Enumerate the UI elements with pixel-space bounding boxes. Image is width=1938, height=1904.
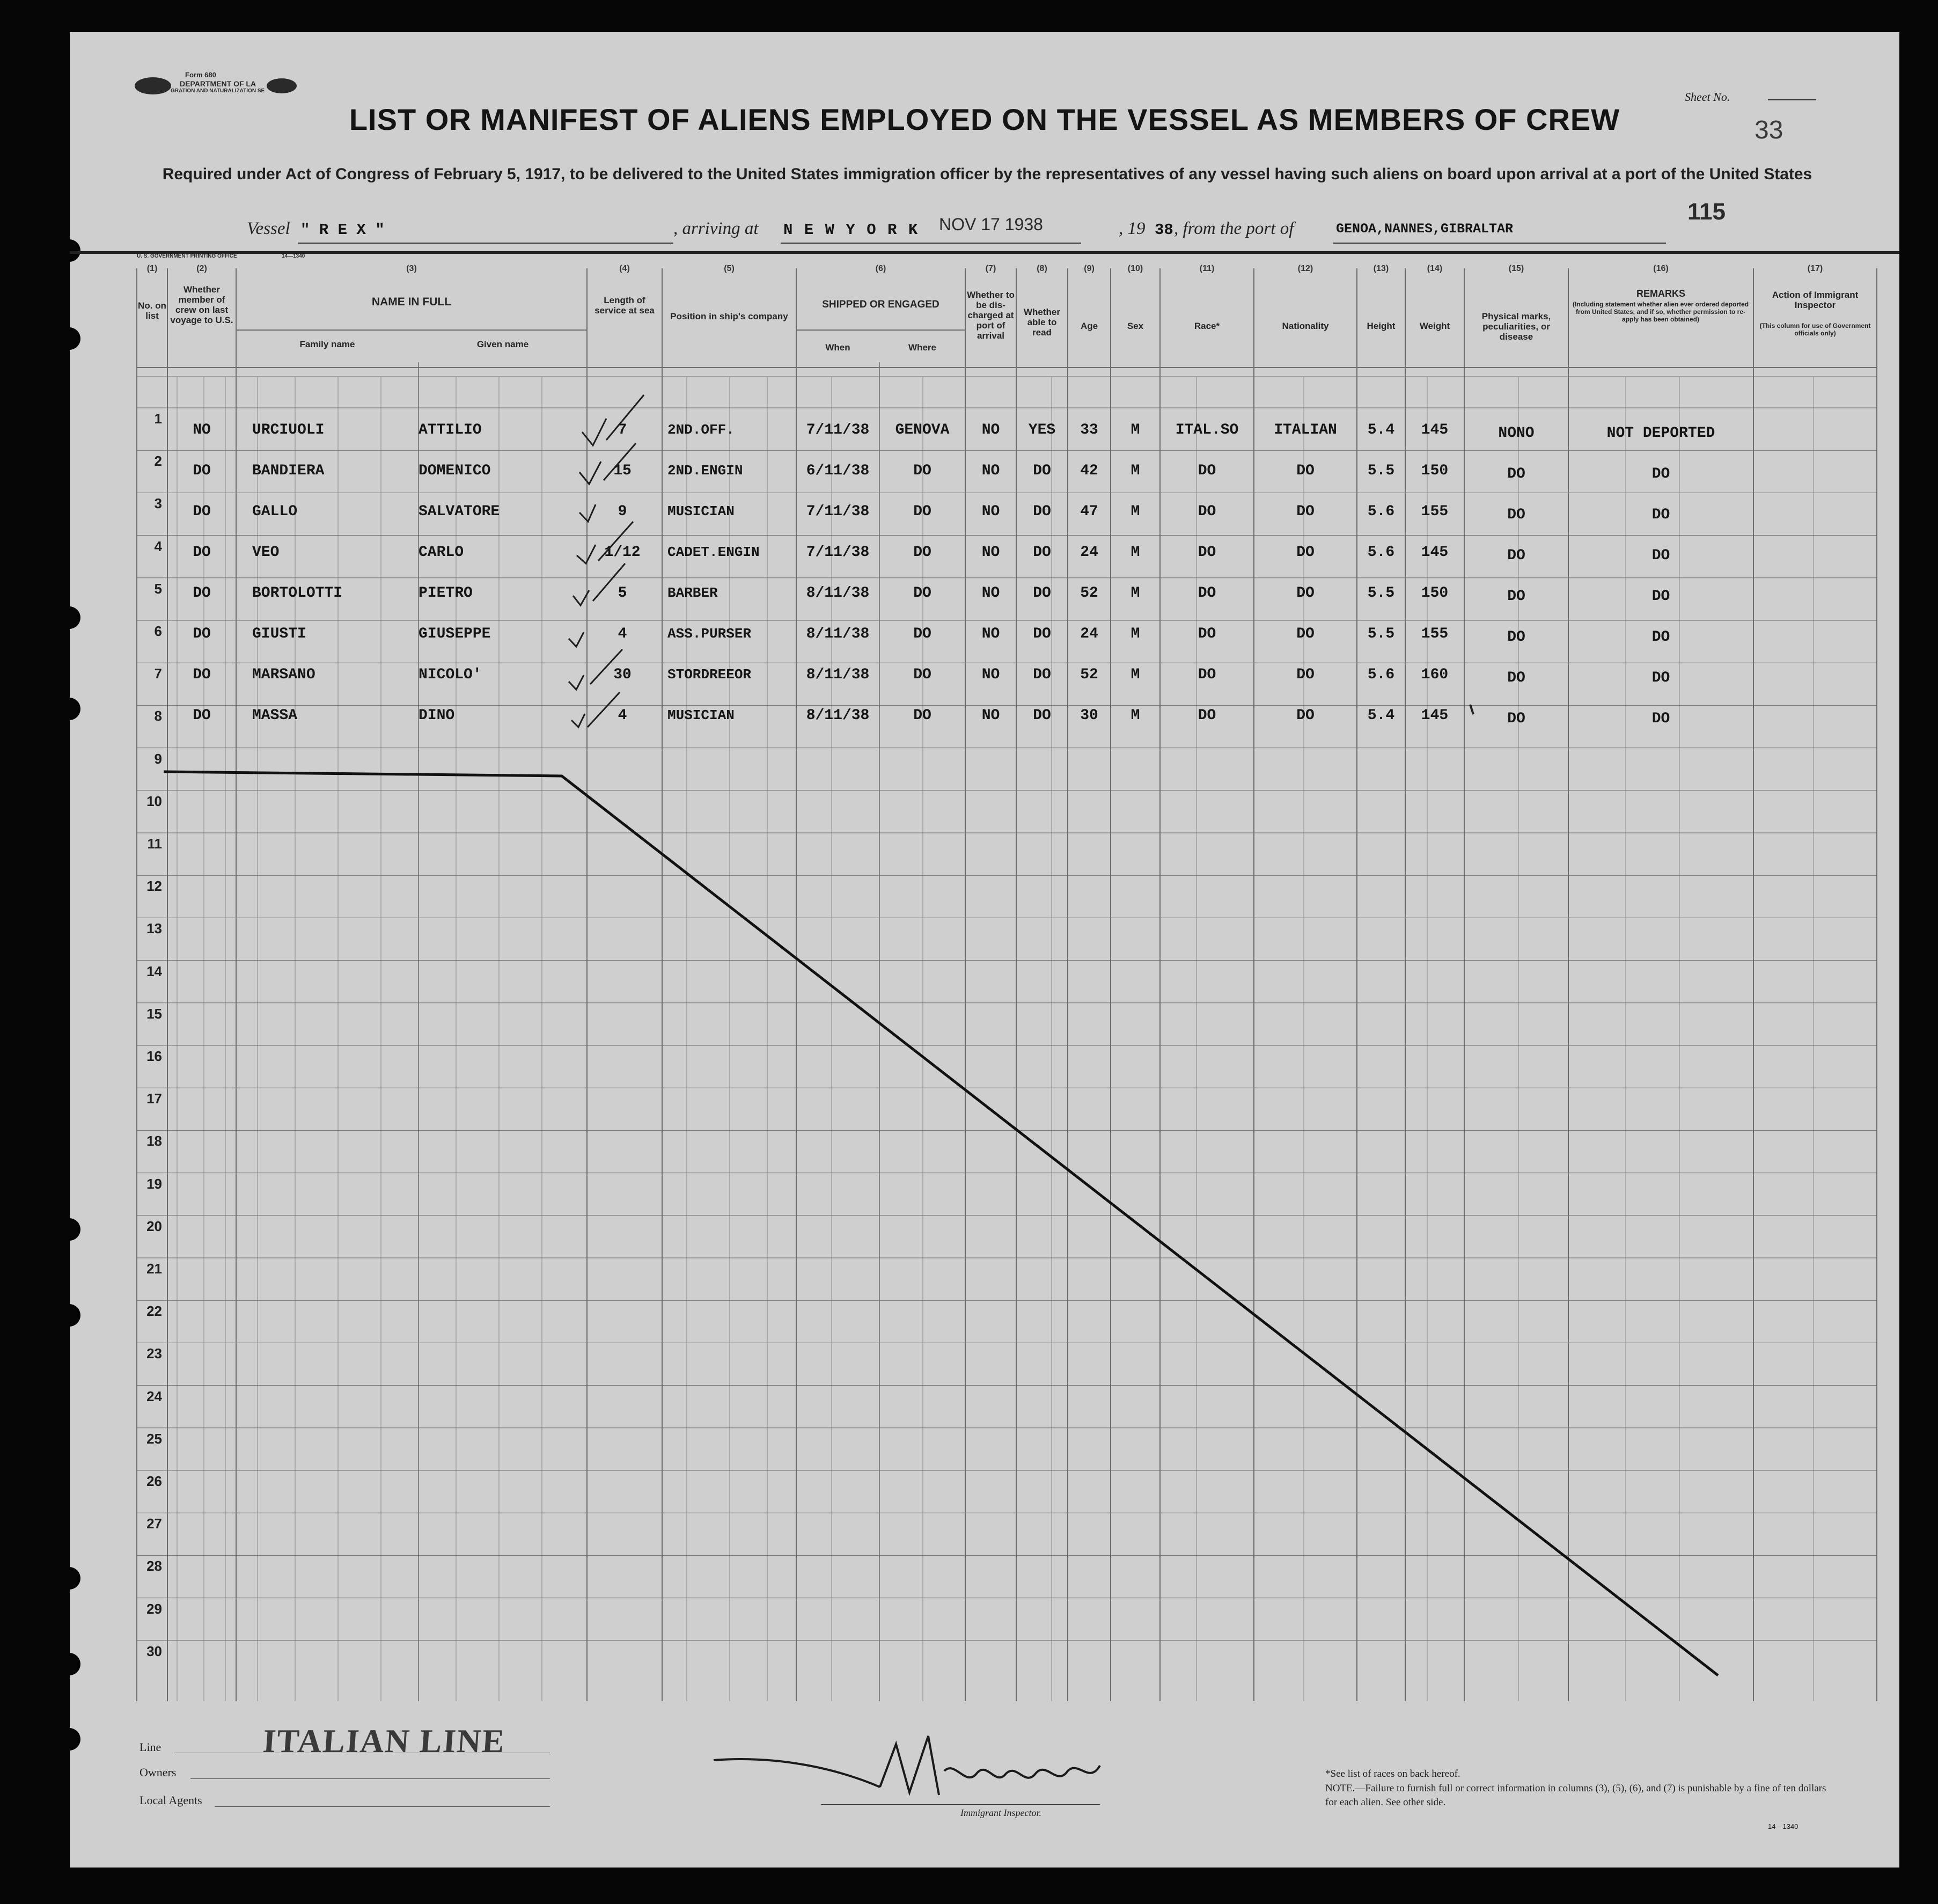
cancel-line [164, 772, 1718, 1675]
col-header-no: No. on list [138, 301, 166, 321]
cell-sex: M [1130, 585, 1140, 602]
cell-when: 7/11/38 [806, 544, 870, 561]
column-number: (13) [1373, 264, 1389, 273]
cell-discharged: NO [981, 626, 1000, 642]
cell-discharged: NO [981, 707, 1000, 724]
col-header-remarks: REMARKS [1636, 288, 1685, 299]
cell-marks: NONO [1498, 425, 1535, 442]
cell-when: 7/11/38 [806, 503, 870, 520]
cell-marks: DO [1507, 711, 1525, 727]
cell-service: 15 [613, 463, 632, 479]
cell-marks: DO [1507, 466, 1525, 482]
cell-given: PIETRO [419, 585, 473, 602]
cell-position: ASS.PURSER [667, 626, 752, 642]
cell-marks: DO [1507, 507, 1525, 523]
dept-line: DEPARTMENT OF LA [180, 79, 256, 88]
cell-race: ITAL.SO [1175, 422, 1239, 438]
cell-read: DO [1033, 503, 1051, 520]
cell-service: 7 [618, 422, 627, 438]
owners-underline [190, 1778, 550, 1779]
cell-age: 24 [1080, 626, 1098, 642]
cell-family: BANDIERA [252, 463, 325, 479]
cell-nationality: DO [1296, 707, 1315, 724]
printing-office: U. S. GOVERNMENT PRINTING OFFICE [137, 253, 237, 259]
col-header-sex: Sex [1127, 321, 1144, 331]
row-number: 21 [146, 1261, 162, 1277]
check-mark-icon [579, 462, 601, 484]
check-mark-icon [573, 590, 589, 605]
check-mark-icon [577, 545, 596, 563]
form-number: Form 680 [185, 71, 216, 79]
cell-age: 47 [1080, 503, 1098, 520]
inspector-underline [821, 1804, 1100, 1805]
pencil-stroke [606, 395, 644, 440]
cell-height: 5.6 [1367, 667, 1395, 683]
row-number: 25 [146, 1430, 162, 1447]
cell-race: DO [1198, 707, 1216, 724]
cell-remarks: DO [1651, 507, 1670, 523]
cell-when: 8/11/38 [806, 707, 870, 724]
check-marks [569, 395, 644, 727]
column-number: (6) [875, 264, 886, 273]
cell-family: URCIUOLI [252, 422, 325, 438]
arriving-label: , arriving at [673, 219, 759, 238]
cell-age: 52 [1080, 585, 1098, 602]
cell-age: 33 [1080, 422, 1098, 438]
arrival-port: N E W Y O R K [783, 221, 919, 239]
cell-position: STORDREEOR [667, 667, 752, 683]
cell-weight: 145 [1421, 707, 1449, 724]
row-number: 20 [146, 1218, 162, 1234]
agents-underline [215, 1806, 550, 1807]
column-number: (3) [406, 264, 417, 273]
cell-read: DO [1033, 626, 1051, 642]
col-header-position: Position in ship's company [670, 311, 788, 321]
cell-nationality: DO [1296, 585, 1315, 602]
races-note: *See list of races on back hereof. [1325, 1768, 1460, 1779]
column-number: (16) [1653, 264, 1669, 273]
cell-remarks: DO [1651, 711, 1670, 727]
cell-family: BORTOLOTTI [252, 585, 343, 602]
cell-read: DO [1033, 585, 1051, 602]
cell-family: GALLO [252, 503, 298, 520]
cell-given: DOMENICO [419, 463, 491, 479]
cell-weight: 150 [1421, 585, 1449, 602]
vessel-label: Vessel [247, 219, 290, 238]
cell-nationality: DO [1296, 503, 1315, 520]
col-header-when: When [825, 342, 850, 353]
cell-nationality: DO [1296, 463, 1315, 479]
owners-label: Owners [140, 1766, 177, 1779]
column-number: (7) [985, 264, 996, 273]
column-number: (17) [1807, 264, 1823, 273]
year: 38 [1155, 221, 1173, 239]
cell-discharged: NO [981, 667, 1000, 683]
form-code: 14—1340 [1768, 1822, 1798, 1830]
cell-where: DO [913, 503, 931, 520]
cell-given: NICOLO' [419, 667, 482, 683]
cell-sex: M [1130, 667, 1140, 683]
cell-height: 5.4 [1367, 707, 1395, 724]
check-mark-icon [579, 504, 596, 522]
cell-marks: DO [1507, 588, 1525, 605]
pencil-stroke [598, 522, 633, 561]
cell-weight: 160 [1421, 667, 1449, 683]
cell-position: MUSICIAN [667, 503, 735, 519]
cell-crew: DO [193, 463, 211, 479]
row-number: 28 [146, 1558, 162, 1575]
cell-marks: DO [1507, 547, 1525, 564]
row-number: 14 [146, 963, 162, 979]
cell-height: 5.6 [1367, 503, 1395, 520]
pencil-stroke [588, 692, 620, 727]
departure-ports: GENOA,NANNES,GIBRALTAR [1336, 221, 1514, 237]
cell-weight: 145 [1421, 544, 1449, 561]
cell-weight: 150 [1421, 463, 1449, 479]
cell-discharged: NO [981, 544, 1000, 561]
cell-crew: DO [193, 667, 211, 683]
column-number: (10) [1127, 264, 1143, 273]
cell-crew: NO [193, 422, 211, 438]
column-number: (11) [1199, 264, 1215, 273]
row-number: 9 [154, 750, 162, 767]
cell-read: DO [1033, 544, 1051, 561]
cell-read: DO [1033, 707, 1051, 724]
row-number: 4 [154, 538, 162, 554]
row-number: 15 [146, 1005, 162, 1022]
cell-position: 2ND.ENGIN [667, 463, 743, 479]
cell-weight: 155 [1421, 626, 1449, 642]
cell-race: DO [1198, 626, 1216, 642]
check-mark-icon [569, 632, 584, 647]
page-title: LIST OR MANIFEST OF ALIENS EMPLOYED ON THE VESSEL AS MEMBERS OF CREW [349, 102, 1620, 136]
cell-sex: M [1130, 503, 1140, 520]
row-number: 2 [154, 453, 162, 470]
column-number: (14) [1427, 264, 1443, 273]
col-header-service: Length of service at sea [594, 295, 655, 316]
cell-where: DO [913, 544, 931, 561]
column-number: (5) [724, 264, 735, 273]
cell-race: DO [1198, 667, 1216, 683]
cell-discharged: NO [981, 503, 1000, 520]
col-header-height: Height [1367, 321, 1396, 331]
cell-position: 2ND.OFF. [667, 422, 735, 438]
cell-when: 8/11/38 [806, 585, 870, 602]
cell-where: DO [913, 707, 931, 724]
penalty-note: NOTE.—Failure to furnish full or correct information in columns (3), (5), (6), and (7) is punishable by a fine of ten dollars for each alien. See other side. [1325, 1783, 1826, 1808]
row-number: 1 [154, 411, 162, 427]
cell-when: 8/11/38 [806, 626, 870, 642]
year-prefix: , 19 [1119, 219, 1146, 238]
cell-sex: M [1130, 626, 1140, 642]
line-stamp: ITALIAN LINE [261, 1723, 507, 1760]
pencil-stroke [590, 649, 622, 684]
cell-service: 9 [618, 503, 627, 520]
cell-race: DO [1198, 503, 1216, 520]
col-header-name: NAME IN FULL [371, 296, 452, 308]
row-number: 24 [146, 1388, 162, 1404]
col-header-action: Action of Immigrant Inspector [1772, 290, 1859, 310]
cell-crew: DO [193, 626, 211, 642]
row-number: 11 [147, 836, 162, 852]
cell-remarks: DO [1651, 670, 1670, 686]
cell-family: MARSANO [252, 667, 315, 683]
row-number: 29 [146, 1600, 162, 1617]
cell-race: DO [1198, 463, 1216, 479]
col-header-age: Age [1080, 321, 1098, 331]
column-number: (2) [196, 264, 207, 273]
pencil-stroke [593, 563, 625, 601]
check-mark-icon [582, 419, 606, 445]
cell-nationality: DO [1296, 667, 1315, 683]
cell-race: DO [1198, 585, 1216, 602]
cell-service: 4 [618, 626, 627, 642]
column-number: (1) [146, 264, 158, 273]
cell-marks: DO [1507, 629, 1525, 646]
row-number: 12 [146, 878, 162, 895]
cell-age: 24 [1080, 544, 1098, 561]
cell-given: CARLO [419, 544, 464, 561]
cell-sex: M [1130, 463, 1140, 479]
inspector-signature [703, 1707, 1132, 1827]
cell-where: GENOVA [895, 422, 950, 438]
cell-age: 30 [1080, 707, 1098, 724]
row-number: 3 [154, 495, 162, 512]
agents-label: Local Agents [140, 1793, 202, 1807]
cell-read: DO [1033, 667, 1051, 683]
row-number: 26 [146, 1473, 162, 1489]
row-number: 23 [146, 1345, 162, 1362]
cell-service: 4 [618, 707, 627, 724]
cell-age: 42 [1080, 463, 1098, 479]
line-label: Line [140, 1740, 162, 1754]
cell-height: 5.4 [1367, 422, 1395, 438]
column-number: (15) [1508, 264, 1524, 273]
cell-crew: DO [193, 503, 211, 520]
cell-marks: DO [1507, 670, 1525, 686]
row-number: 17 [146, 1090, 162, 1107]
col-header-family: Family name [299, 339, 355, 349]
cell-where: DO [913, 667, 931, 683]
cell-family: GIUSTI [252, 626, 306, 642]
cell-remarks: DO [1651, 466, 1670, 482]
ink-mark [1470, 705, 1473, 714]
sheet-number: 33 [1755, 116, 1783, 144]
row-number: 22 [146, 1303, 162, 1320]
cell-race: DO [1198, 544, 1216, 561]
cell-nationality: DO [1296, 626, 1315, 642]
cell-height: 5.5 [1367, 463, 1395, 479]
cell-service: 5 [618, 585, 627, 602]
col-header-where: Where [908, 342, 936, 353]
action-note: (This column for use of Government officials only) [1759, 322, 1871, 337]
inspector-label: Immigrant Inspector. [960, 1807, 1041, 1818]
cell-family: VEO [252, 544, 280, 561]
cell-sex: M [1130, 707, 1140, 724]
cell-crew: DO [193, 544, 211, 561]
cell-discharged: NO [981, 585, 1000, 602]
cell-where: DO [913, 463, 931, 479]
row-number: 5 [154, 580, 162, 597]
column-number: (8) [1037, 264, 1047, 273]
cell-given: DINO [419, 707, 455, 724]
cell-weight: 155 [1421, 503, 1449, 520]
row-number: 16 [146, 1048, 162, 1064]
row-number: 8 [154, 708, 162, 724]
cell-where: DO [913, 585, 931, 602]
col-header-read: Whether able to read [1024, 307, 1060, 338]
cell-nationality: ITALIAN [1274, 422, 1337, 438]
row-number: 27 [146, 1515, 162, 1532]
cell-crew: DO [193, 707, 211, 724]
cell-family: MASSA [252, 707, 298, 724]
list-number: 115 [1687, 199, 1726, 225]
cell-position: BARBER [667, 585, 718, 601]
pencil-stroke [604, 443, 636, 480]
cell-sex: M [1130, 422, 1140, 438]
col-header-discharged: Whether to be dis-charged at port of arrival [967, 290, 1015, 341]
col-header-crew: Whether member of crew on last voyage to U.S. [170, 284, 233, 325]
cell-height: 5.6 [1367, 544, 1395, 561]
cell-discharged: NO [981, 463, 1000, 479]
col-header-marks: Physical marks, peculiarities, or disease [1481, 311, 1551, 342]
page-subtitle: Required under Act of Congress of February 5, 1917, to be delivered to the United States immigration officer by the representatives of any vessel having such aliens on board upon arrival at a port of the United States [162, 165, 1812, 183]
column-number: (9) [1084, 264, 1095, 273]
sheet-label: Sheet No. [1685, 90, 1730, 104]
row-number: 18 [146, 1133, 162, 1149]
row-number: 19 [146, 1175, 162, 1192]
cell-crew: DO [193, 585, 211, 602]
date-stamp: NOV 17 1938 [939, 215, 1043, 234]
cell-nationality: DO [1296, 544, 1315, 561]
cell-remarks: DO [1651, 547, 1670, 564]
col-header-shipped: SHIPPED OR ENGAGED [822, 299, 939, 310]
col-header-nationality: Nationality [1282, 321, 1329, 331]
col-header-given: Given name [476, 339, 529, 349]
row-number: 13 [146, 920, 162, 937]
cell-remarks: DO [1651, 629, 1670, 646]
cell-age: 52 [1080, 667, 1098, 683]
cell-when: 8/11/38 [806, 667, 870, 683]
column-number: (12) [1297, 264, 1313, 273]
cell-sex: M [1130, 544, 1140, 561]
manifest-sheet [70, 32, 1899, 1868]
cell-given: ATTILIO [419, 422, 482, 438]
row-number: 6 [154, 623, 162, 639]
cell-discharged: NO [981, 422, 1000, 438]
cell-position: CADET.ENGIN [667, 544, 760, 560]
cell-when: 6/11/38 [806, 463, 870, 479]
cell-service: 30 [613, 667, 632, 683]
cell-service: 1/12 [604, 544, 641, 561]
cell-remarks: DO [1651, 588, 1670, 605]
annotations [70, 32, 1899, 1868]
row-number: 10 [146, 793, 162, 809]
cell-weight: 145 [1421, 422, 1449, 438]
cell-when: 7/11/38 [806, 422, 870, 438]
cell-where: DO [913, 626, 931, 642]
check-mark-icon [571, 714, 585, 727]
column-number: (4) [619, 264, 630, 273]
cell-read: DO [1033, 463, 1051, 479]
from-label: , from the port of [1174, 219, 1294, 238]
check-mark-icon [569, 675, 584, 690]
cell-height: 5.5 [1367, 626, 1395, 642]
row-number: 7 [154, 665, 162, 682]
remarks-note: (Including statement whether alien ever ordered deported from United States, and if so, whether permission to re-apply has been obtained) [1572, 301, 1749, 323]
col-header-weight: Weight [1419, 321, 1450, 331]
cell-remarks: NOT DEPORTED [1606, 425, 1715, 442]
cell-position: MUSICIAN [667, 707, 735, 723]
print-code: 14—1340 [282, 253, 305, 259]
cell-height: 5.5 [1367, 585, 1395, 602]
cell-given: SALVATORE [419, 503, 500, 520]
vessel-name: " R E X " [300, 221, 385, 239]
col-header-race: Race* [1194, 321, 1220, 331]
cell-read: YES [1028, 422, 1056, 438]
cell-given: GIUSEPPE [419, 626, 491, 642]
dept-line: GRATION AND NATURALIZATION SE [171, 88, 265, 94]
row-number: 30 [146, 1643, 162, 1659]
